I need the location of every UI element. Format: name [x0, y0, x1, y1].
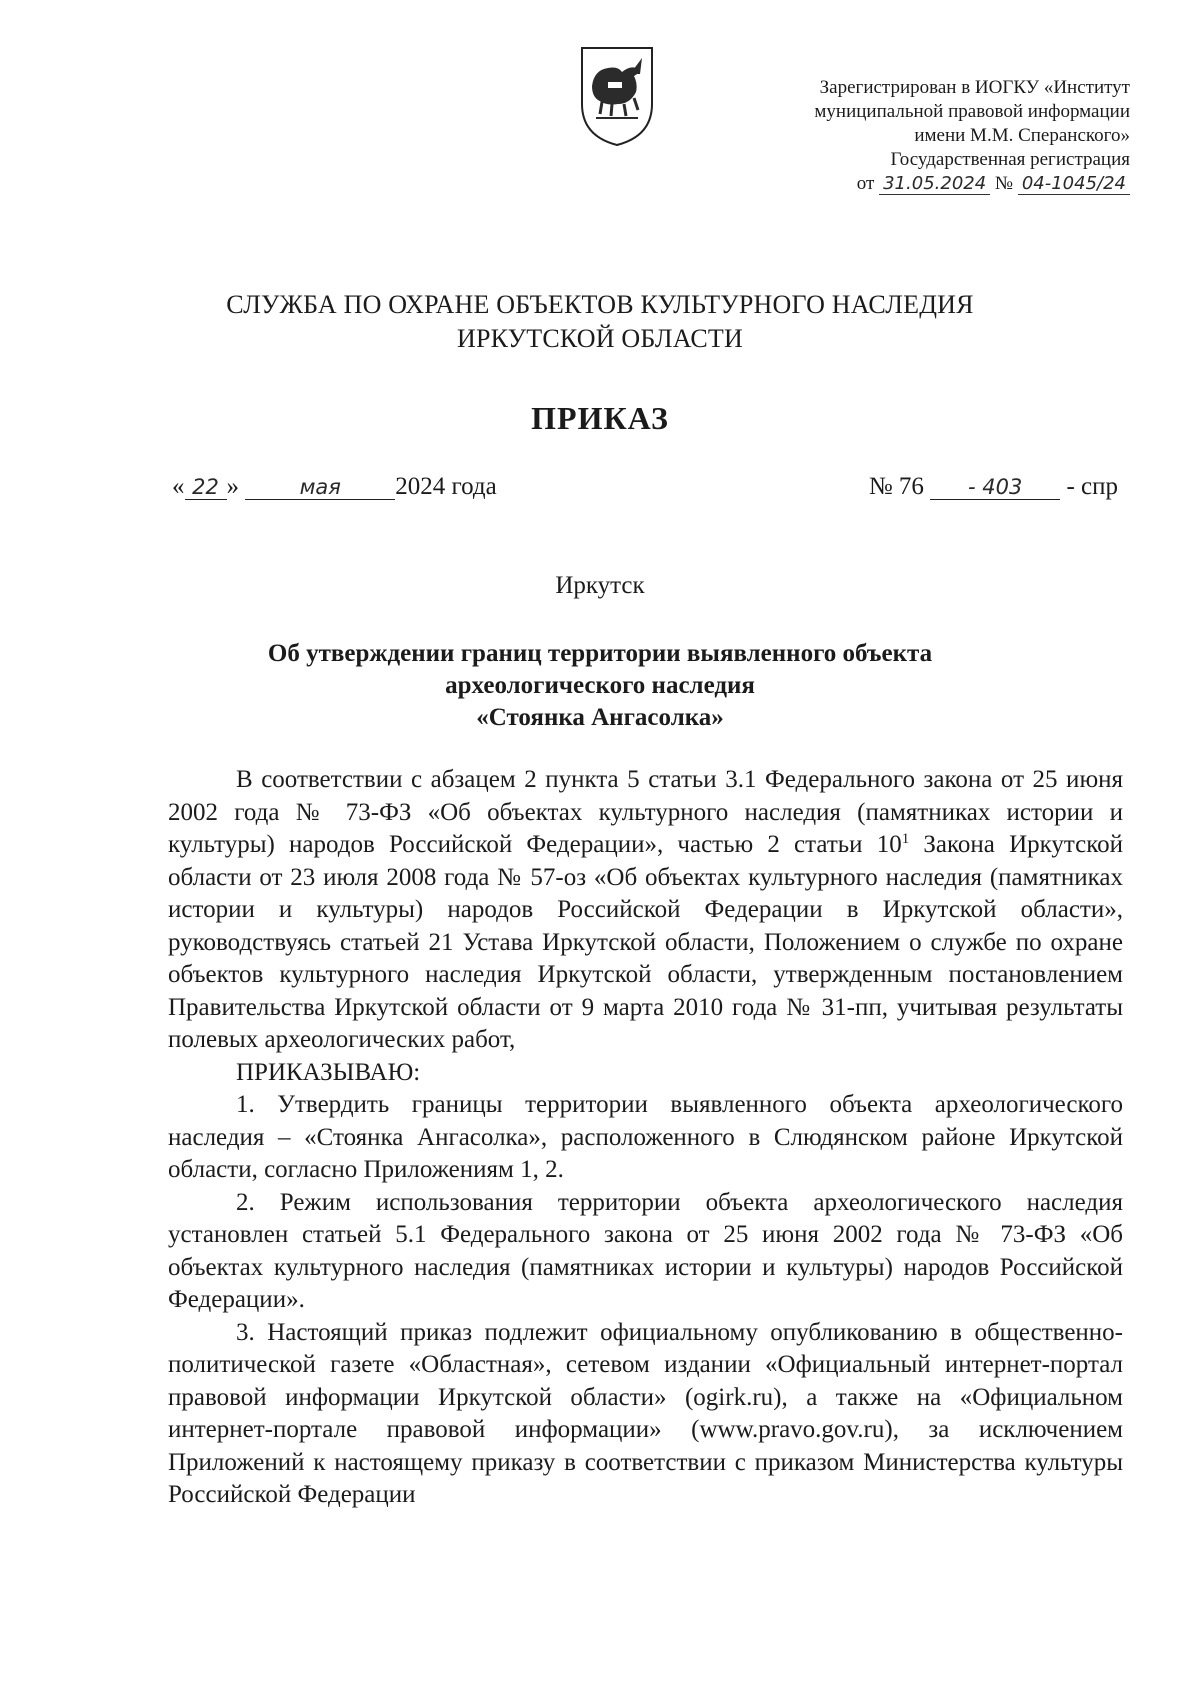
registration-number-prefix: №: [994, 173, 1014, 194]
number-suffix: - спр: [1066, 473, 1118, 500]
date-open-quote: «: [172, 473, 185, 500]
preamble-superscript: 1: [901, 831, 910, 847]
title-line-3: «Стоянка Ангасолка»: [476, 704, 724, 731]
order-date: [172, 473, 497, 501]
registration-line-2: муниципальной правовой информации: [814, 101, 1130, 122]
registration-line-4: Государственная регистрация: [890, 149, 1130, 170]
coat-of-arms-icon: [578, 44, 656, 148]
preamble-part-2: Закона Иркутской области от 23 июля 2008 года № 57-оз «Об объектах культурного наследия (памятниках истории и культуры) народов Российской Федерации в Иркутской области», руководствуясь статьей 21 Устава Иркутской области, Положением о службе по охране объектов культурного наследия Иркутской области, утвержденным постановлением Правительства Иркутской области от 9 марта 2010 года № 31-пп, учитывая результаты полевых археологических работ,: [168, 831, 1123, 1053]
registration-line-1: Зарегистрирован в ИОГКУ «Институт: [819, 77, 1130, 98]
title-line-2: археологического наследия: [445, 672, 755, 699]
date-day: 22: [185, 475, 227, 500]
agency-line-2: ИРКУТСКОЙ ОБЛАСТИ: [456, 324, 743, 353]
date-year: 2024 года: [395, 473, 497, 500]
date-close-quote: »: [226, 473, 239, 500]
item-1: 1. Утвердить границы территории выявленного объекта археологического наследия – «Стоянка Ангасолка», расположенного в Слюдянском районе Иркутской области, согласно Приложениям 1, 2.: [168, 1091, 1123, 1183]
order-title: [0, 638, 1200, 734]
city: Иркутск: [555, 572, 645, 599]
preamble-part-1: В соответствии с абзацем 2 пункта 5 статьи 3.1 Федерального закона от 25 июня 2002 года № 73-ФЗ «Об объектах культурного наследия (памятниках истории и культуры) народов Российской Федерации», частью 2 статьи 10: [168, 766, 1123, 858]
registration-date-value: 31.05.2024: [879, 173, 990, 195]
item-3: 3. Настоящий приказ подлежит официальному опубликованию в общественно-политической газете «Областная», сетевом издании «Официальный интернет-портал правовой информации Иркутской области» (ogirk.ru), а также на «Официальном интернет-портале правовой информации» (www.pravo.gov.ru), за исключением Приложений к настоящему приказу в соответствии с приказом Министерства культуры Российской Федерации: [168, 1318, 1123, 1508]
registration-number-value: 04-1045/24: [1018, 173, 1130, 195]
number-value: - 403: [930, 475, 1060, 500]
registration-date-prefix: от: [856, 173, 875, 194]
title-line-1: Об утверждении границ территории выявленного объекта: [267, 640, 933, 667]
date-month: мая: [245, 475, 395, 500]
agency-name: [0, 288, 1200, 356]
registration-line-3: имени М.М. Сперанского»: [914, 125, 1130, 146]
registration-stamp: [710, 76, 1130, 196]
order-word: ПРИКАЗЫВАЮ:: [236, 1058, 421, 1086]
order-body: [168, 764, 1123, 1512]
order-number: [869, 473, 1118, 501]
number-prefix: № 76: [868, 473, 924, 500]
item-2: 2. Режим использования территории объекта археологического наследия установлен статьей 5.1 Федерального закона от 25 июня 2002 года № 73-ФЗ «Об объектах культурного наследия (памятниках истории и культуры) народов Российской Федерации».: [168, 1188, 1123, 1313]
agency-line-1: СЛУЖБА ПО ОХРАНЕ ОБЪЕКТОВ КУЛЬТУРНОГО НАСЛЕДИЯ: [226, 290, 974, 319]
document-type: ПРИКАЗ: [531, 400, 669, 436]
preamble-paragraph: [168, 764, 1123, 1057]
registration-line-5: [710, 172, 1130, 196]
